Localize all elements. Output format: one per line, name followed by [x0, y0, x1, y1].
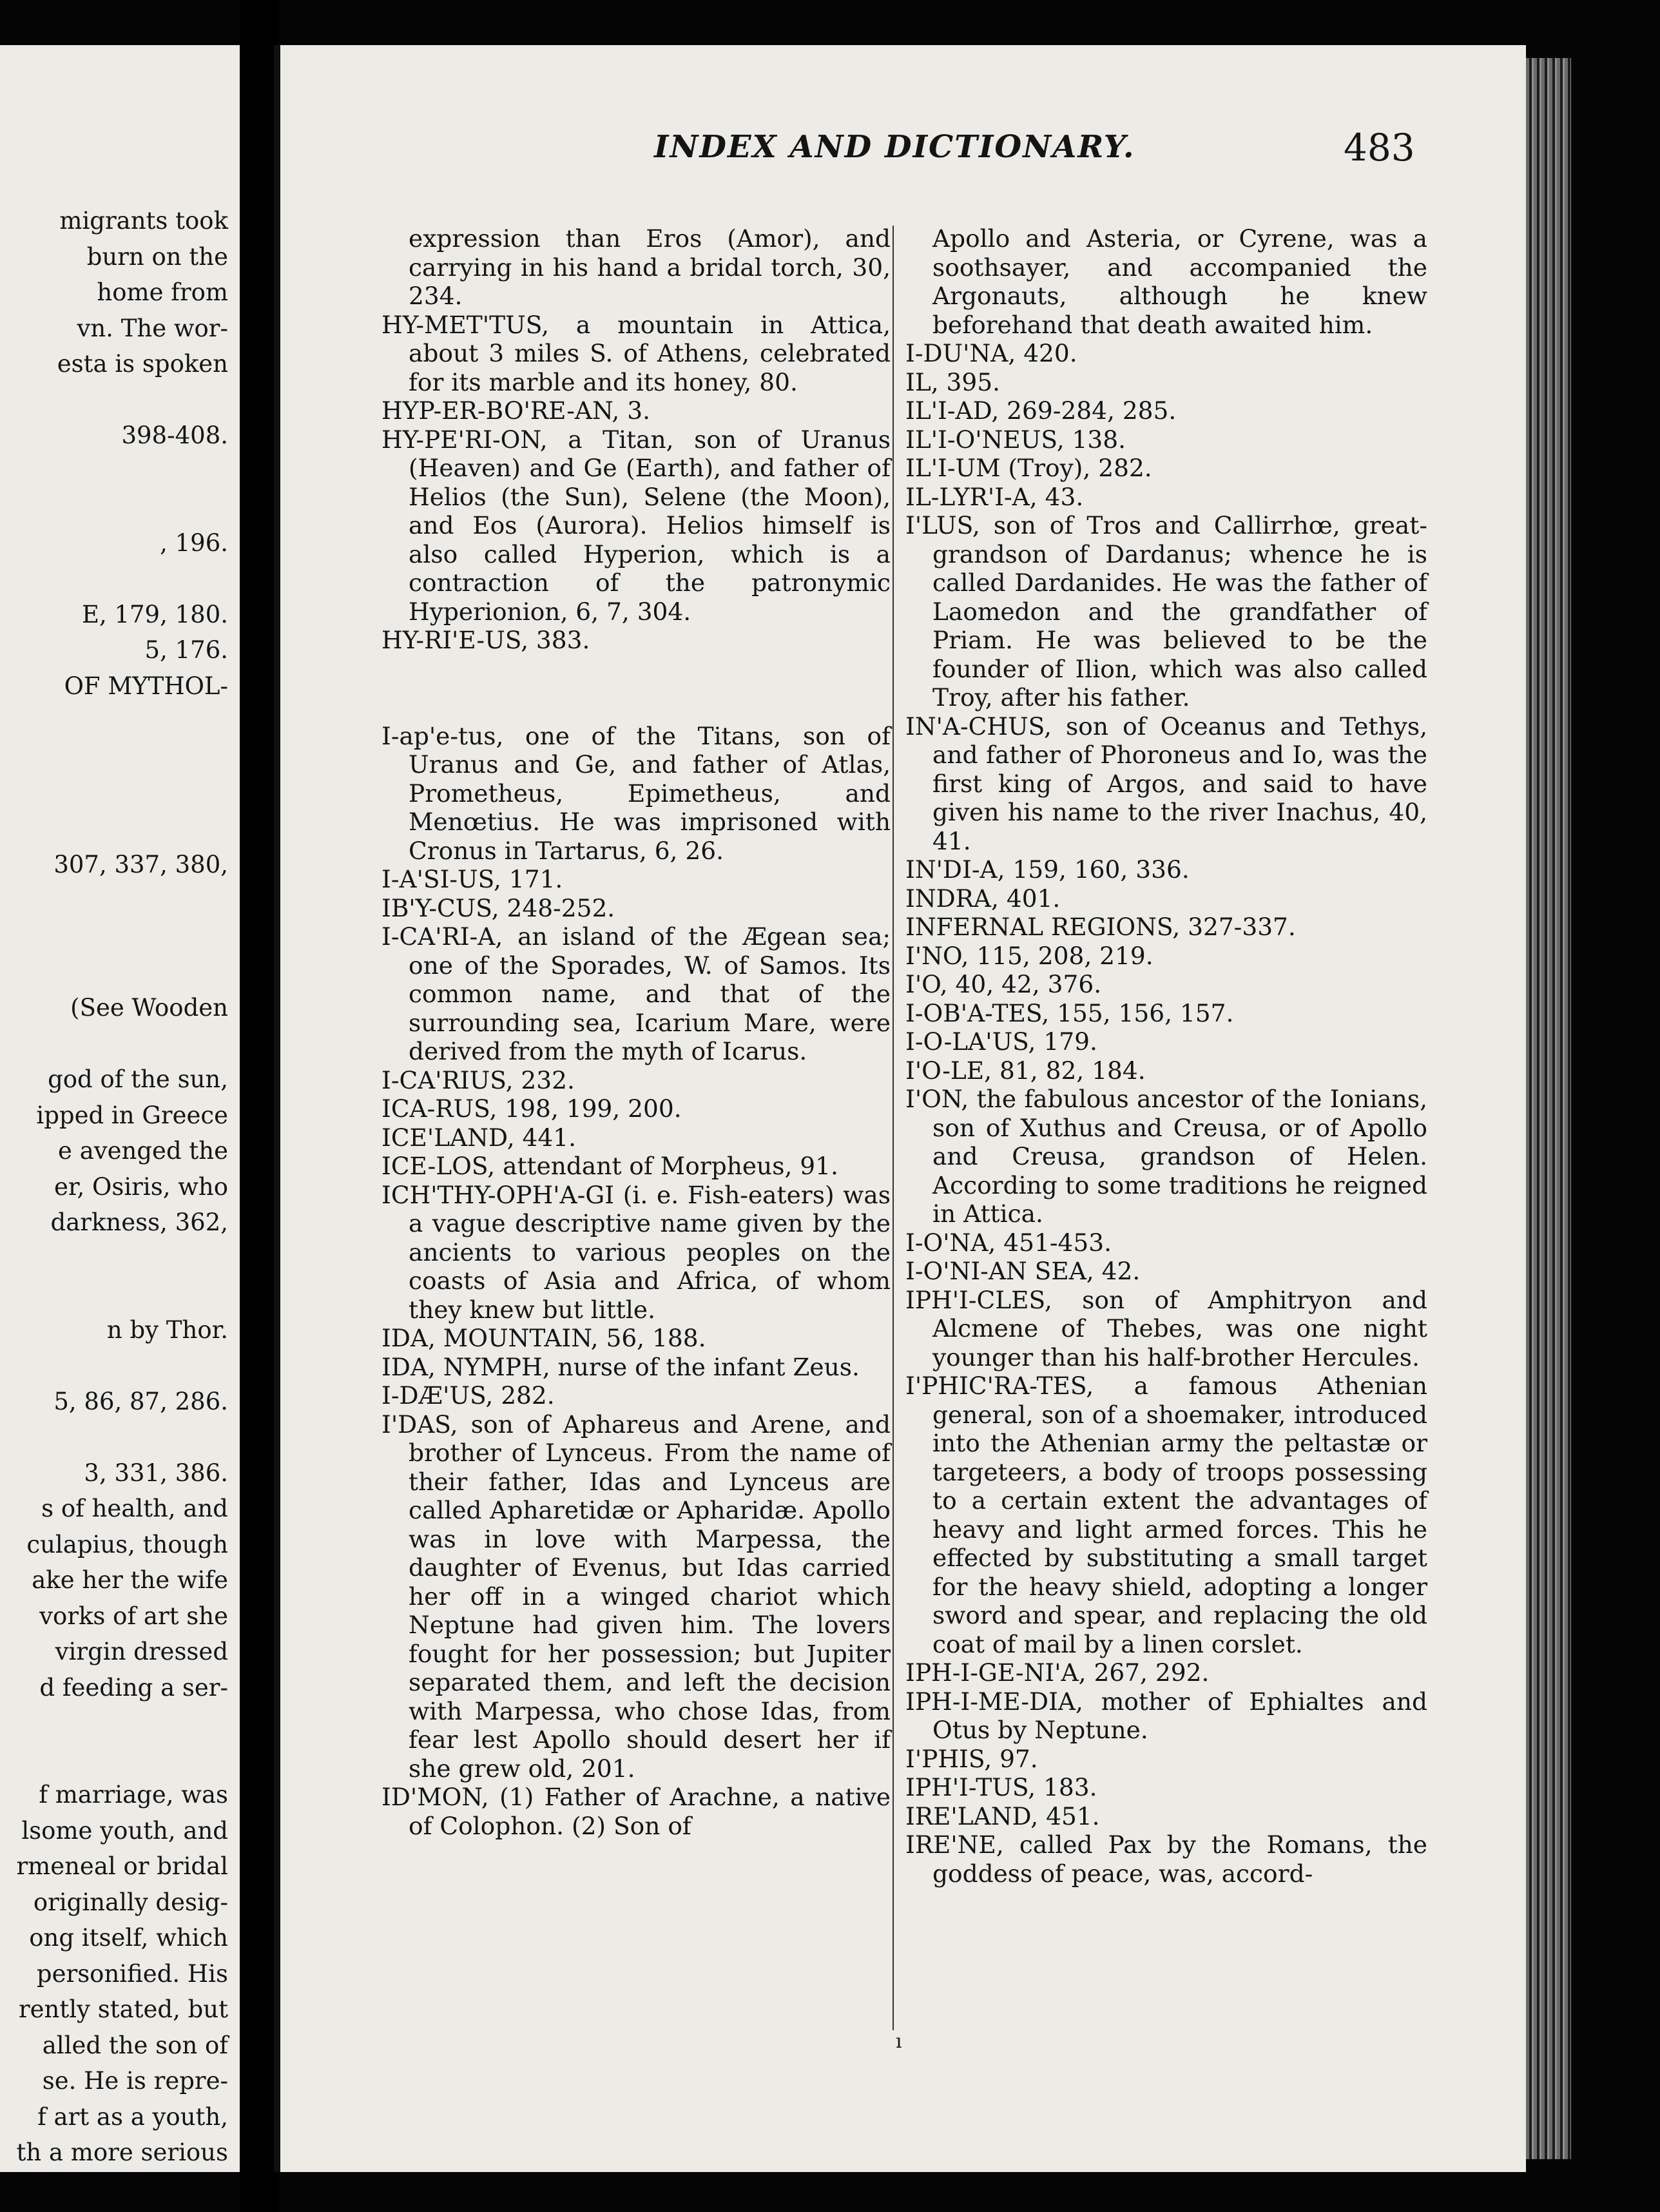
index-entry: IL-LYR'I-A, 43. [905, 482, 1084, 511]
facing-page-line: originally desig- [33, 1888, 228, 1916]
index-entry: ICE'LAND, 441. [381, 1123, 577, 1152]
facing-page-line: er, Osiris, who [53, 1172, 228, 1201]
index-entry: I-ap'e-tus, one of the Titans, son of Uranus and Ge, and father of Atlas, Prometheus, Epimetheus, and Menœtius. He was imprisoned with Cronus in Tartarus, 6, 26. [381, 721, 891, 865]
index-entry: I'PHIC'RA-TES, a famous Athenian general, son of a shoemaker, introduced into the Athenian army the peltastæ or targeteers, a body of troops possessing to a certain extent the advantages of heavy and light armed forces. This he effected by substituting a small target for the heavy shield, adopting a longer sword and spear, and replacing the old coat of mail by a linen corslet. [905, 1372, 1427, 1658]
facing-page-line: burn on the [86, 242, 228, 271]
facing-page-line: se. He is repre- [42, 2067, 228, 2095]
index-column-right [905, 224, 1427, 1888]
facing-page-line: f marriage, was [39, 1781, 228, 1809]
facing-page-line: darkness, 362, [50, 1208, 228, 1236]
index-entry: IL'I-O'NEUS, 138. [905, 425, 1126, 454]
index-entry: I-DU'NA, 420. [905, 339, 1077, 367]
index-entry: IPH'I-TUS, 183. [905, 1773, 1097, 1801]
facing-page-line: rently stated, but [18, 1995, 228, 2023]
index-entry: IPH-I-GE-NI'A, 267, 292. [905, 1658, 1210, 1687]
facing-page-line: esta is spoken [57, 350, 228, 378]
facing-page-line: th a more serious [16, 2139, 228, 2166]
facing-page-line: vorks of art she [39, 1602, 228, 1630]
facing-page-line: 5, 176. [144, 636, 228, 664]
print-mark: ı [896, 2030, 902, 2053]
facing-page-line: ipped in Greece [36, 1101, 228, 1129]
facing-page-line: home from [97, 278, 228, 306]
facing-page-line: lsome youth, and [21, 1816, 228, 1845]
index-entry: I-A'SI-US, 171. [381, 865, 563, 893]
index-entry: ICA-RUS, 198, 199, 200. [381, 1094, 682, 1123]
index-entry: I-O-LA'US, 179. [905, 1027, 1097, 1056]
index-entry: Apollo and Asteria, or Cyrene, was a soothsayer, and accompanied the Argonauts, although he knew beforehand that death awaited him. [932, 224, 1427, 339]
index-entry: I'ON, the fabulous ancestor of the Ionians, son of Xuthus and Creusa, or of Apollo and Creusa, grandson of Helen. According to some traditions he reigned in Attica. [905, 1085, 1427, 1228]
facing-page-line: 5, 86, 87, 286. [53, 1387, 228, 1415]
index-entry: I-O'NA, 451-453. [905, 1228, 1112, 1257]
index-entry: I'O-LE, 81, 82, 184. [905, 1056, 1146, 1085]
index-entry: ICH'THY-OPH'A-GI (i. e. Fish-eaters) was a vague descriptive name given by the ancients to various peoples on the coasts of Asia and Africa, of whom they knew but little. [381, 1180, 891, 1324]
index-entry: INDRA, 401. [905, 884, 1061, 913]
facing-page-line: ong itself, which [29, 1924, 228, 1952]
index-entry: I-DÆ'US, 282. [381, 1381, 555, 1410]
facing-page-line: (See Wooden [70, 994, 228, 1022]
index-entry: IRE'NE, called Pax by the Romans, the goddess of peace, was, accord- [905, 1830, 1427, 1888]
facing-page-line: e avenged the [58, 1137, 228, 1165]
facing-page-line: 3, 331, 386. [84, 1459, 228, 1487]
index-entry: I-CA'RIUS, 232. [381, 1065, 575, 1094]
index-entry: I-CA'RI-A, an island of the Ægean sea; one of the Sporades, W. of Samos. Its common name, and that of the surrounding sea, Icarium Mare, were derived from the myth of Icarus. [381, 922, 891, 1065]
index-entry: I'DAS, son of Aphareus and Arene, and brother of Lynceus. From the name of their father, Idas and Lynceus are called Apharetidæ or Apharidæ. Apollo was in love with Marpessa, the daughter of Evenus, but Idas carried her off in a winged chariot which Neptune had given him. The lovers fought for her possession; but Jupiter separated them, and left the decision with Marpessa, who chose Idas, from fear lest Apollo should desert her if she grew old, 201. [381, 1410, 891, 1783]
index-entry: IL'I-UM (Troy), 282. [905, 454, 1152, 482]
index-entry: I'O, 40, 42, 376. [905, 970, 1102, 998]
facing-page-line: d feeding a ser- [39, 1673, 228, 1702]
index-column-left [381, 224, 891, 1840]
index-entry: IPH-I-ME-DIA, mother of Ephialtes and Otus by Neptune. [905, 1687, 1427, 1744]
running-head: INDEX AND DICTIONARY. [654, 129, 1135, 165]
facing-page-line: migrants took [59, 207, 228, 235]
index-entry: HY-MET'TUS, a mountain in Attica, about 3 miles S. of Athens, celebrated for its marble and its honey, 80. [381, 310, 891, 396]
facing-page-line: OF MYTHOL- [64, 672, 228, 700]
facing-page-fragment [0, 45, 240, 2172]
page-number: 483 [1344, 126, 1415, 170]
index-entry: I-O'NI-AN SEA, 42. [905, 1257, 1141, 1285]
index-entry: IDA, NYMPH, nurse of the infant Zeus. [381, 1352, 860, 1381]
index-entry: IB'Y-CUS, 248-252. [381, 893, 615, 922]
index-entry: IPH'I-CLES, son of Amphitryon and Alcmene of Thebes, was one night younger than his half-brother Hercules. [905, 1285, 1427, 1372]
facing-page-line: , 196. [160, 529, 228, 557]
index-entry: HYP-ER-BO'RE-AN, 3. [381, 396, 650, 425]
index-entry: ICE-LOS, attendant of Morpheus, 91. [381, 1152, 838, 1180]
facing-page-line: f art as a youth, [37, 2102, 228, 2131]
facing-page-line: vn. The wor- [77, 314, 228, 342]
index-entry: IL, 395. [905, 367, 1001, 396]
letter-section-gap [381, 655, 891, 722]
index-entry: I'PHIS, 97. [905, 1744, 1038, 1773]
facing-page-line: n by Thor. [106, 1315, 228, 1344]
facing-page-line: ake her the wife [32, 1566, 228, 1594]
facing-page-line: 307, 337, 380, [53, 851, 228, 878]
facing-page-line: s of health, and [41, 1495, 228, 1522]
index-entry: IL'I-AD, 269-284, 285. [905, 396, 1177, 425]
index-entry: HY-PE'RI-ON, a Titan, son of Uranus (Heaven) and Ge (Earth), and father of Helios (the Sun), Selene (the Moon), and Eos (Aurora). Helios himself is also called Hyperion, which is a contraction of the patronymic Hyperionion, 6, 7, 304. [381, 425, 891, 626]
index-entry: HY-RI'E-US, 383. [381, 626, 590, 654]
facing-page-line: god of the sun, [48, 1065, 228, 1093]
index-entry: I'LUS, son of Tros and Callirrhœ, great-grandson of Dardanus; whence he is called Dardanides. He was the father of Laomedon and the grandfather of Priam. He was believed to be the founder of Ilion, which was also called Troy, after his father. [905, 511, 1427, 712]
page-edges [1526, 58, 1571, 2159]
index-entry: IN'DI-A, 159, 160, 336. [905, 855, 1190, 884]
facing-page-line: 398-408. [121, 422, 228, 449]
index-entry: I'NO, 115, 208, 219. [905, 941, 1153, 970]
facing-page-line: culapius, though [26, 1530, 228, 1558]
index-entry: ID'MON, (1) Father of Arachne, a native of Colophon. (2) Son of [381, 1783, 891, 1840]
index-entry: expression than Eros (Amor), and carrying in his hand a bridal torch, 30, 234. [409, 224, 891, 310]
facing-page-line: alled the son of [42, 2031, 228, 2059]
column-divider [893, 226, 894, 2030]
index-entry: I-OB'A-TES, 155, 156, 157. [905, 998, 1234, 1027]
facing-page-line: rmeneal or bridal [16, 1852, 228, 1880]
index-entry: INFERNAL REGIONS, 327-337. [905, 913, 1296, 941]
facing-page-line: personified. His [36, 1959, 228, 1988]
facing-page-line: E, 179, 180. [81, 600, 228, 628]
index-entry: IDA, MOUNTAIN, 56, 188. [381, 1324, 706, 1352]
index-entry: IN'A-CHUS, son of Oceanus and Tethys, and father of Phoroneus and Io, was the first king of Argos, and said to have given his name to the river Inachus, 40, 41. [905, 712, 1427, 855]
index-entry: IRE'LAND, 451. [905, 1801, 1100, 1830]
book-gutter [240, 0, 278, 2212]
facing-page-line: virgin dressed [55, 1638, 228, 1665]
